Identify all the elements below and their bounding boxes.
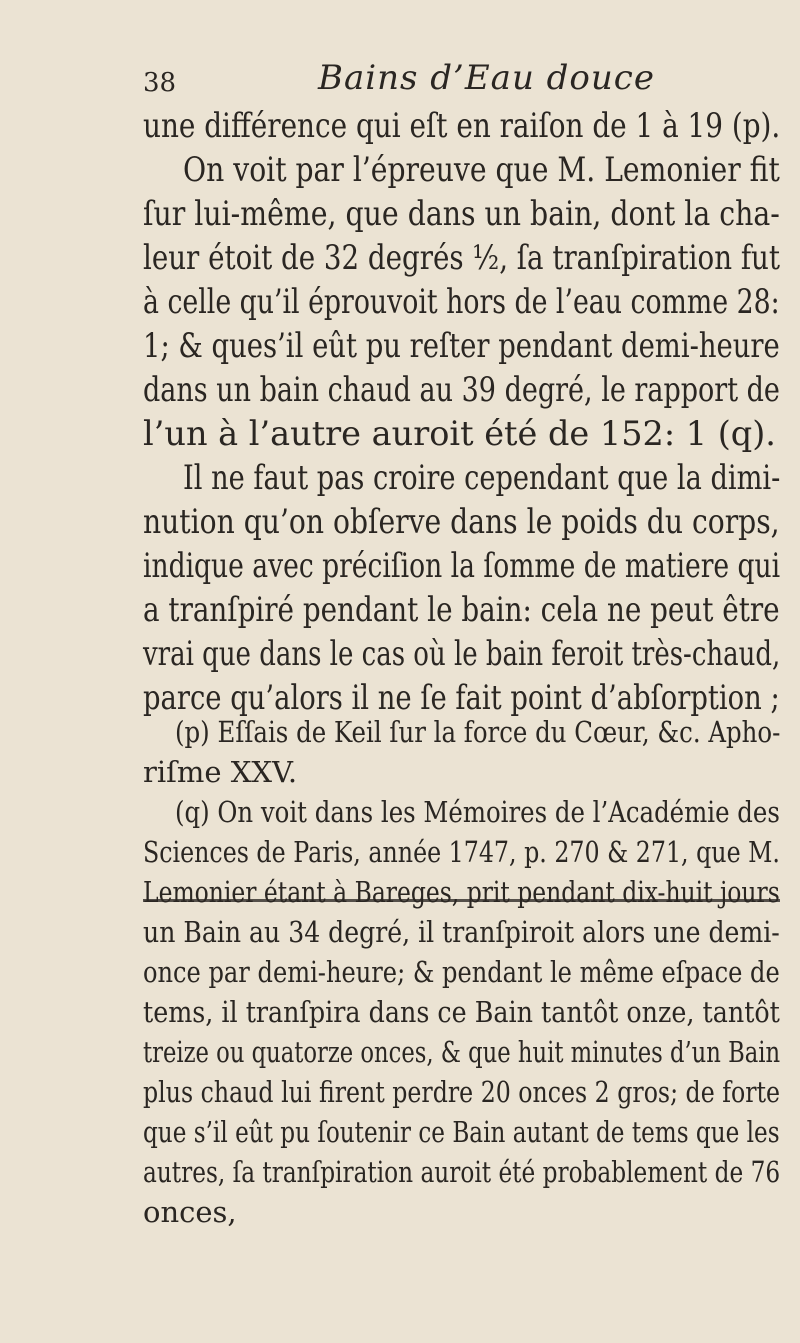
main-line: à celle qu’il éprouvoit hors de l’eau comme 28: (143, 282, 780, 321)
main-line: 1; & ques’il eût pu reſter pendant demi-heure (143, 326, 780, 365)
footnote-line: (p) Eſſais de Keil ſur la force du Cœur, &c. Apho- (175, 715, 781, 749)
main-line: parce qu’alors il ne ſe fait point d’abſorption ; (143, 678, 780, 717)
running-title: Bains d’Eau douce (318, 58, 655, 98)
footnote-line: tems, il tranſpira dans ce Bain tantôt onze, tantôt (143, 995, 780, 1029)
footnote-line: Lemonier étant à Bareges, prit pendant dix-huit jours (143, 875, 780, 909)
main-line: Il ne faut pas croire cependant que la dimi- (183, 458, 781, 497)
main-line: leur étoit de 32 degrés ½, ſa tranſpiration fut (143, 238, 781, 277)
main-line: On voit par l’épreuve que M. Lemonier fit (183, 150, 780, 189)
page-header (143, 58, 720, 108)
footnote-line: Sciences de Paris, année 1747, p. 270 & 271, que M. (143, 835, 780, 869)
footnote-line: un Bain au 34 degré, il tranſpiroit alors une demi- (143, 915, 780, 949)
footnote-line: onces, (143, 1195, 237, 1229)
page-number: 38 (143, 68, 177, 98)
main-line: indique avec préciſion la ſomme de matiere qui (143, 546, 781, 585)
main-line: ſur lui-même, que dans un bain, dont la cha- (143, 194, 780, 233)
footnote-line: treize ou quatorze onces, & que huit minutes d’un Bain (143, 1035, 781, 1069)
main-line: dans un bain chaud au 39 degré, le rapport de (143, 370, 780, 409)
main-line: nution qu’on obſerve dans le poids du corps, (143, 502, 780, 541)
footnote-line: que s’il eût pu ſoutenir ce Bain autant de tems que les (143, 1115, 780, 1149)
footnote-line: plus chaud lui firent perdre 20 onces 2 gros; de forte (143, 1075, 781, 1109)
footnote-line: autres, ſa tranſpiration auroit été probablement de 76 (143, 1155, 781, 1189)
footnote-line: (q) On voit dans les Mémoires de l’Académie des (175, 795, 780, 829)
main-line: l’un à l’autre auroit été de 152: 1 (q). (143, 414, 776, 453)
main-line: une différence qui eſt en raiſon de 1 à 19 (p). (143, 106, 781, 145)
footnote-line: riſme XXV. (143, 755, 298, 789)
main-line: vrai que dans le cas où le bain feroit très-chaud, (143, 634, 781, 673)
main-line: a tranſpiré pendant le bain: cela ne peut être (143, 590, 780, 629)
footnote-line: once par demi-heure; & pendant le même eſpace de (143, 955, 780, 989)
